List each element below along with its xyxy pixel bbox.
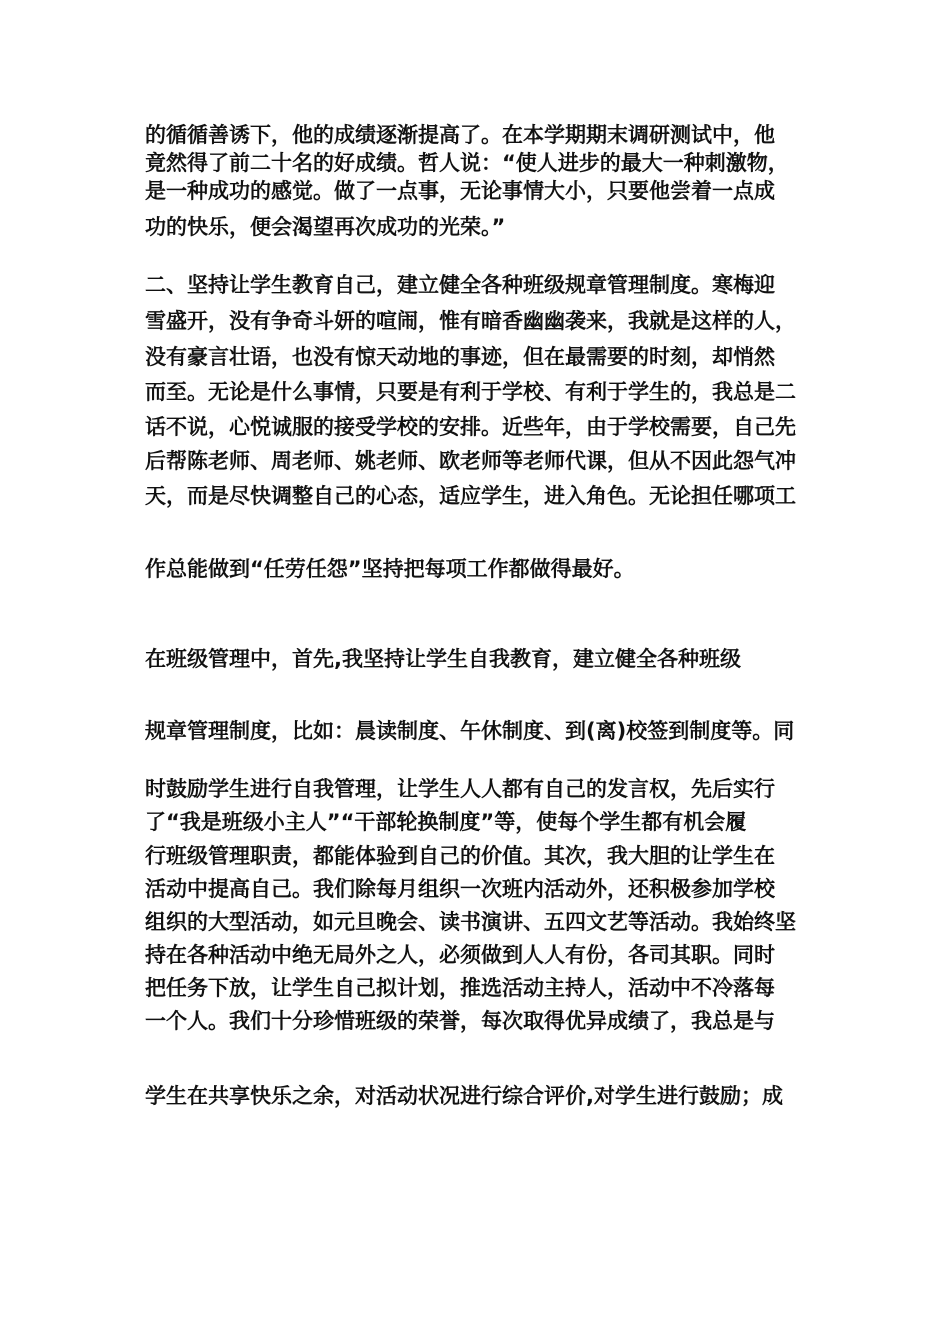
text-line: 竟然得了前二十名的好成绩。哲人说：“使人进步的最大一种刺激物， [145, 151, 789, 175]
text-line: 作总能做到“任劳任怨”坚持把每项工作都做得最好。 [145, 557, 635, 581]
text-line: 的循循善诱下，他的成绩逐渐提高了。在本学期期末调研测试中，他 [145, 123, 775, 147]
text-line: 规章管理制度，比如：晨读制度、午休制度、到(离)校签到制度等。同 [145, 719, 795, 743]
text-line: 后帮陈老师、周老师、姚老师、欧老师等老师代课，但从不因此怨气冲 [145, 449, 796, 473]
text-line: 行班级管理职责，都能体验到自己的价值。其次，我大胆的让学生在 [145, 844, 775, 868]
text-line: 是一种成功的感觉。做了一点事，无论事情大小，只要他尝着一点成 [145, 179, 775, 203]
text-line: 组织的大型活动，如元旦晚会、读书演讲、五四文艺等活动。我始终坚 [145, 910, 796, 934]
text-line: 活动中提高自己。我们除每月组织一次班内活动外，还积极参加学校 [145, 877, 775, 901]
text-line: 把任务下放，让学生自己拟计划，推选活动主持人，活动中不冷落每 [145, 976, 775, 1000]
text-line: 时鼓励学生进行自我管理，让学生人人都有自己的发言权，先后实行 [145, 777, 775, 801]
text-line: 天，而是尽快调整自己的心态，适应学生，进入角色。无论担任哪项工 [145, 484, 796, 508]
text-line: 一个人。我们十分珍惜班级的荣誉，每次取得优异成绩了，我总是与 [145, 1009, 775, 1033]
text-line: 持在各种活动中绝无局外之人，必须做到人人有份，各司其职。同时 [145, 943, 775, 967]
text-line: 话不说，心悦诚服的接受学校的安排。近些年，由于学校需要，自己先 [145, 415, 796, 439]
text-line: 在班级管理中，首先,我坚持让学生自我教育，建立健全各种班级 [145, 647, 741, 671]
text-line: 没有豪言壮语，也没有惊天动地的事迹，但在最需要的时刻，却悄然 [145, 345, 775, 369]
text-line: 功的快乐，便会渴望再次成功的光荣。” [145, 215, 506, 239]
text-line: 了“我是班级小主人”“干部轮换制度”等，使每个学生都有机会履 [145, 810, 747, 834]
text-line: 二、坚持让学生教育自己，建立健全各种班级规章管理制度。寒梅迎 [145, 273, 775, 297]
text-line: 而至。无论是什么事情，只要是有利于学校、有利于学生的，我总是二 [145, 380, 796, 404]
text-line: 雪盛开，没有争奇斗妍的喧闹，惟有暗香幽幽袭来，我就是这样的人， [145, 309, 796, 333]
text-line: 学生在共享快乐之余，对活动状况进行综合评价,对学生进行鼓励；成 [145, 1084, 783, 1108]
